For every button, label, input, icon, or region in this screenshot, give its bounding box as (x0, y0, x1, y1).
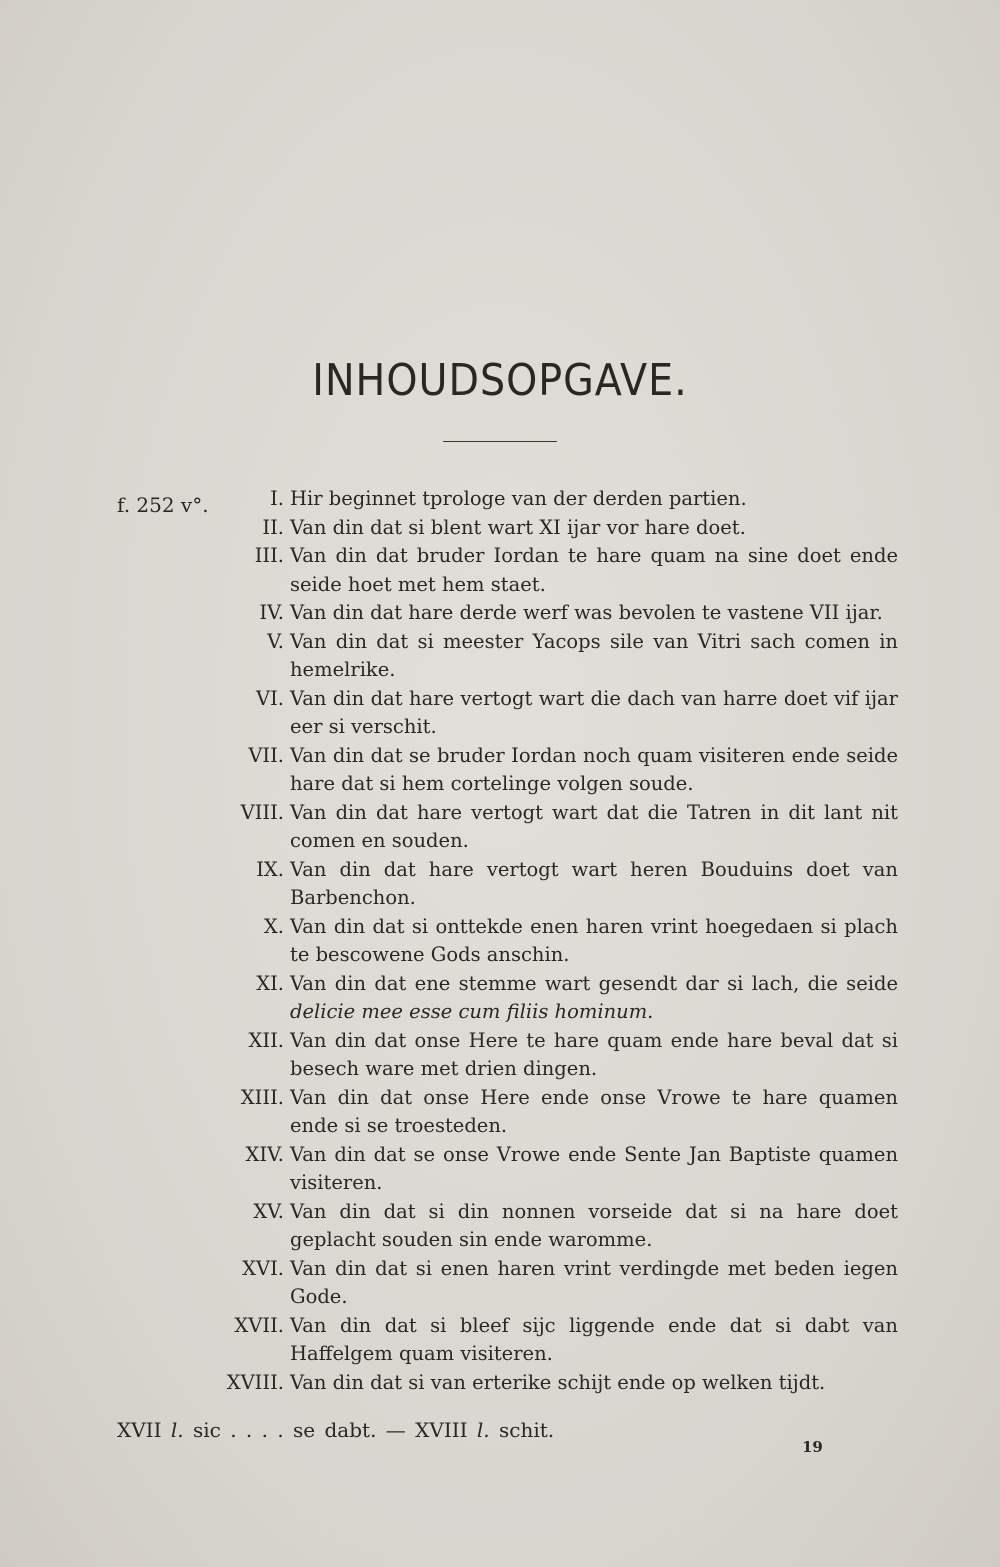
toc-entry-number: XI. (256, 971, 284, 995)
toc-entry-text (290, 856, 898, 913)
toc-entry-title: Van din dat si onttekde enen haren vrint hoegedaen si plach te bescowene Gods anschin. (290, 914, 898, 966)
footnote-lectio-2: l. (476, 1418, 490, 1442)
toc-entry-latin-quote: delicie mee esse cum filiis hominum. (290, 1000, 654, 1023)
toc-entry-number: IX. (256, 857, 284, 881)
toc-entry (170, 599, 900, 628)
toc-entry-text (290, 514, 898, 543)
toc-entry-number: XVI. (242, 1256, 284, 1280)
toc-entry-title: Van din dat onse Here ende onse Vrowe te hare quamen ende si se troesteden. (290, 1085, 898, 1137)
toc-entry-number: III. (254, 544, 284, 567)
toc-entry-title: Van din dat hare vertogt wart heren Bouduins doet van Barbenchon. (290, 857, 898, 909)
toc-entry-text (290, 1141, 898, 1198)
toc-entry (170, 1198, 900, 1255)
toc-entry-title: Van din dat onse Here te hare quam ende hare beval dat si besech ware met drien dingen. (290, 1028, 898, 1080)
toc-entry-text (290, 1198, 898, 1255)
toc-entry-title: Van din dat se bruder Iordan noch quam visiteren ende seide hare dat si hem cortelinge volgen soude. (290, 743, 898, 795)
toc-entry-title: Van din dat bruder Iordan te hare quam na sine doet ende seide hoet met hem staet. (290, 544, 898, 596)
toc-entry (170, 799, 900, 856)
toc-entry-text (290, 1084, 898, 1141)
toc-entry (170, 485, 900, 514)
toc-entry-number: XVII. (234, 1313, 284, 1337)
toc-entry (170, 1027, 900, 1084)
toc-entry-text (290, 1027, 898, 1084)
toc-entry (170, 514, 900, 543)
toc-entry-number: XV. (253, 1199, 284, 1223)
toc-entry-title: Van din dat si enen haren vrint verdingde met beden iegen Gode. (290, 1256, 898, 1308)
toc-entry-text (290, 685, 898, 742)
toc-entry (170, 913, 900, 970)
toc-entry-text (290, 485, 898, 514)
toc-entry (170, 628, 900, 685)
toc-entry (170, 542, 900, 599)
folio-reference: f. 252 v°. (117, 493, 209, 517)
toc-entry-number: XIV. (245, 1142, 284, 1166)
toc-entry (170, 1369, 900, 1398)
toc-entry (170, 1312, 900, 1369)
toc-entry-number: VIII. (240, 800, 284, 824)
footnote-part-3: schit. (499, 1418, 555, 1442)
toc-entry (170, 742, 900, 799)
toc-entry-number: XIII. (240, 1085, 284, 1109)
page-number: 19 (802, 1438, 823, 1456)
toc-entry-text (290, 913, 898, 970)
toc-entry (170, 1084, 900, 1141)
toc-entry-number: XII. (248, 1028, 284, 1052)
toc-entry-text (290, 1312, 898, 1369)
toc-entry-text (290, 970, 898, 1027)
title-divider (443, 441, 557, 442)
toc-entry-text (290, 1255, 898, 1312)
toc-entry-number: I. (270, 487, 284, 510)
toc-entry-number: VI. (256, 686, 284, 710)
toc-entry (170, 1255, 900, 1312)
footnote-lectio-1: l. (170, 1418, 184, 1442)
toc-entry-text (290, 599, 898, 628)
toc-entry-text (290, 628, 898, 685)
toc-entry-title: Van din dat hare derde werf was bevolen te vastene VII ijar. (290, 601, 883, 624)
footnote (117, 1418, 554, 1442)
toc-entry (170, 685, 900, 742)
toc-entry-number: II. (262, 515, 284, 539)
toc-entry-text (290, 742, 898, 799)
table-of-contents (170, 485, 900, 1397)
toc-entry-number: XVIII. (226, 1370, 284, 1394)
toc-entry (170, 970, 900, 1027)
toc-entry-title: Van din dat si van erterike schijt ende op welken tijdt. (290, 1370, 826, 1394)
toc-entry-title: Van din dat ene stemme wart gesendt dar si lach, die seide (290, 971, 898, 995)
footnote-part-1: XVII (117, 1418, 162, 1442)
toc-entry-title: Van din dat hare vertogt wart dat die Tatren in dit lant nit comen en souden. (290, 800, 898, 852)
toc-entry-title: Hir beginnet tprologe van der derden partien. (290, 487, 747, 510)
toc-entry-text (290, 799, 898, 856)
toc-entry-title: Van din dat si bleef sijc liggende ende dat si dabt van Haffelgem quam visiteren. (290, 1313, 898, 1365)
footnote-part-2: sic . . . . se dabt. — XVIII (192, 1418, 468, 1442)
page-title: INHOUDSOPGAVE. (312, 355, 688, 406)
toc-entry-title: Van din dat si din nonnen vorseide dat si na hare doet geplacht souden sin ende waromme. (290, 1199, 898, 1251)
toc-entry-number: IV. (259, 601, 284, 624)
toc-entry-number: VII. (248, 743, 284, 767)
toc-entry (170, 1141, 900, 1198)
toc-entry-title: Van din dat si meester Yacops sile van Vitri sach comen in hemelrike. (290, 629, 898, 681)
toc-entry-title: Van din dat se onse Vrowe ende Sente Jan Baptiste quamen visiteren. (290, 1142, 898, 1194)
toc-entry-text (290, 1369, 898, 1398)
toc-entry-number: V. (267, 629, 284, 653)
toc-entry-number: X. (263, 914, 284, 938)
toc-entry-title: Van din dat hare vertogt wart die dach van harre doet vif ijar eer si verschit. (290, 686, 898, 738)
toc-entry-title: Van din dat si blent wart XI ijar vor hare doet. (290, 515, 746, 539)
toc-entry (170, 856, 900, 913)
toc-entry-text (290, 542, 898, 599)
